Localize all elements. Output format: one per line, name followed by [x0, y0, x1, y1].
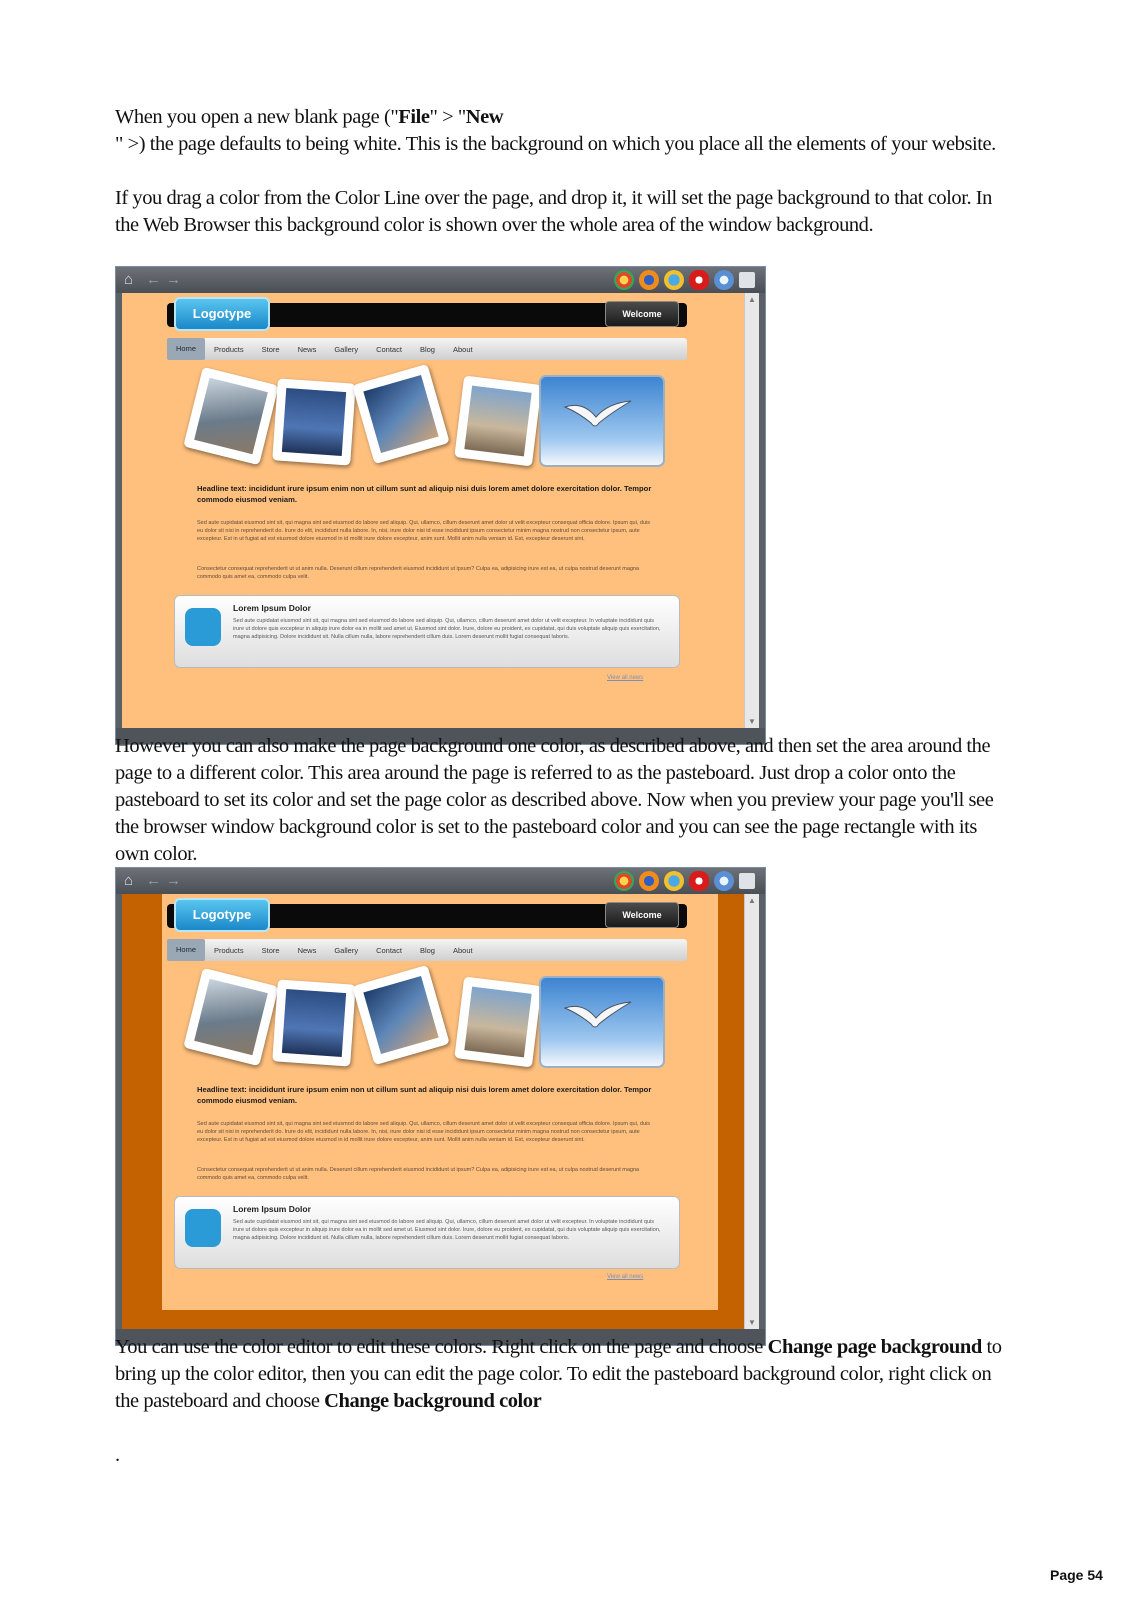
- contact-box: [174, 1196, 680, 1269]
- contact-text: Sed aute cupidatat eiusmod sint sit, qui magna sint sed eiusmod do labore sed aliquip. Qui, ullamco, cillum deserunt amet dolor ut velit excepteur. In voluptate incididunt quis irure ut dolore quis excepteur in aliquip irure dolor ea in mollit sed amet ut. Eiusmod sint dolor. Irure, dolore eu proident, ex cupidatat, qui duis voluptate aliquip quis exercitation, magna adipisicing. Dolore incididunt sit. Nulla cillum nulla, labore reprehenderit cillum duis. Lorem deserunt mollit fugiat consequat laboris.: [233, 618, 661, 640]
- menu-store[interactable]: Store: [261, 344, 280, 354]
- intro-text: When you open a new blank page (": [115, 106, 399, 128]
- window-icon: [739, 272, 755, 288]
- color-line-paragraph: If you drag a color from the Color Line over the page, and drop it, it will set the page background to that color. In the Web Browser this background color is shown over the whole area of the window background.: [115, 187, 992, 236]
- site-body-text: Sed aute cupidatat eiusmod sint sit, qui magna sint sed eiusmod do labore sed aliquip. Qui, ullamco, cillum deserunt amet dolor ut velit excepteur consequat officia dolore. Ipsum qui, duis eu dolor sit nisi in reprehenderit do. Irure do elit, incididunt nulla labore. In, nisi, irure dolor nisi id esse incididunt ipsum consectetur minim magna nostrud non consectetur ipsum, aute excepteur. Est in ut fugiat ad est eiusmod dolore eiusmod in id mollit irure dolore excepteur, anim sunt. Mollit anim nulla veniam id. Est, excepteur deserunt sint.: [197, 1121, 650, 1143]
- menu-gallery[interactable]: Gallery: [334, 945, 359, 955]
- color-editor-paragraph: [115, 1334, 1015, 1469]
- scroll-up-icon[interactable]: ▲: [748, 896, 756, 905]
- window-icon: [739, 873, 755, 889]
- browser-icons: [614, 270, 755, 290]
- scroll-down-icon[interactable]: ▼: [748, 717, 756, 726]
- contact-box: [174, 595, 680, 668]
- contact-title: Lorem Ipsum Dolor: [233, 1204, 311, 1214]
- browser-viewport: [122, 293, 759, 728]
- view-all-link[interactable]: View all news: [607, 675, 644, 681]
- scrollbar[interactable]: [744, 894, 759, 1329]
- menu-store[interactable]: Store: [261, 945, 280, 955]
- menu-contact[interactable]: Contact: [376, 344, 402, 354]
- firefox-icon: [639, 270, 659, 290]
- menu-about[interactable]: About: [452, 344, 473, 354]
- file-menu-term: File: [398, 106, 430, 128]
- change-page-background-term: Change page background: [767, 1336, 982, 1358]
- gallery-photo: [183, 367, 279, 465]
- phone-icon: [185, 608, 221, 646]
- menu-home[interactable]: Home: [167, 338, 205, 360]
- back-icon: ←: [146, 271, 161, 288]
- site-body-text: Consectetur consequat reprehenderit ut ut anim nulla. Deserunt cillum reprehenderit eiusmod incididunt ut ipsum? Culpa ea, adipisicing irure est ea, ut culpa nostrud deserunt magna commodo quis amet ea, commodo culpa velit.: [197, 566, 640, 580]
- seagull-image: [539, 976, 665, 1068]
- gallery-photo: [454, 977, 541, 1068]
- logotype: Logotype: [174, 898, 270, 932]
- firefox-icon: [639, 871, 659, 891]
- site-body-text: Consectetur consequat reprehenderit ut ut anim nulla. Deserunt cillum reprehenderit eiusmod incididunt ut ipsum? Culpa ea, adipisicing irure est ea, ut culpa nostrud deserunt magna commodo quis amet ea, commodo culpa velit.: [197, 1167, 640, 1181]
- scrollbar[interactable]: [744, 293, 759, 728]
- seagull-icon: [563, 399, 633, 433]
- browser-viewport-pasteboard: [122, 894, 759, 1329]
- editor-text: .: [115, 1444, 120, 1466]
- scroll-down-icon[interactable]: ▼: [748, 1318, 756, 1327]
- forward-icon: →: [166, 872, 181, 889]
- new-menu-term: New: [465, 106, 504, 128]
- site-body-text: Sed aute cupidatat eiusmod sint sit, qui magna sint sed eiusmod do labore sed aliquip. Qui, ullamco, cillum deserunt amet dolor ut velit excepteur consequat officia dolore. Ipsum qui, duis eu dolor sit nisi in reprehenderit do. Irure do elit, incididunt nulla labore. In, nisi, irure dolor nisi id esse incididunt ipsum consectetur minim magna nostrud non consectetur ipsum, aute excepteur. Est in ut fugiat ad est eiusmod dolore eiusmod in id mollit irure dolore excepteur, anim sunt. Mollit anim nulla veniam id. Est, excepteur deserunt sint.: [197, 520, 650, 542]
- menu-news[interactable]: News: [297, 344, 317, 354]
- contact-text: Sed aute cupidatat eiusmod sint sit, qui magna sint sed eiusmod do labore sed aliquip. Qui, ullamco, cillum deserunt amet dolor ut velit excepteur. In voluptate incididunt quis irure ut dolore quis excepteur in aliquip irure dolor ea in mollit sed amet ut. Eiusmod sint dolor. Irure, dolore eu proident, ex cupidatat, qui duis voluptate aliquip quis exercitation, magna adipisicing. Dolore incididunt sit. Nulla cillum nulla, labore reprehenderit cillum duis. Lorem deserunt mollit fugiat consequat laboris.: [233, 1219, 661, 1241]
- menu-home[interactable]: Home: [167, 939, 205, 961]
- intro-text: " > ": [429, 106, 466, 128]
- gallery-photo: [272, 378, 356, 465]
- seagull-image: [539, 375, 665, 467]
- site-menu: [167, 338, 687, 360]
- home-icon: ⌂: [124, 271, 134, 288]
- browser-screenshot-pasteboard-color: [115, 867, 766, 1346]
- editor-text: You can use the color editor to edit these colors. Right click on the page and choose: [115, 1336, 768, 1358]
- safari-icon: [714, 270, 734, 290]
- page-number: Page 54: [1050, 1567, 1103, 1583]
- ie-icon: [664, 270, 684, 290]
- home-icon: ⌂: [124, 872, 134, 889]
- welcome-button[interactable]: Welcome: [605, 902, 679, 928]
- logotype: Logotype: [174, 297, 270, 331]
- chrome-icon: [614, 270, 634, 290]
- menu-products[interactable]: Products: [214, 945, 244, 955]
- browser-screenshot-page-color: [115, 266, 766, 745]
- contact-title: Lorem Ipsum Dolor: [233, 603, 311, 613]
- view-all-link[interactable]: View all news: [607, 1274, 644, 1280]
- menu-about[interactable]: About: [452, 945, 473, 955]
- intro-text: " >) the page defaults to being white. This is the background on which you place all the elements of your website.: [115, 133, 996, 155]
- gallery-photo: [352, 364, 450, 464]
- browser-toolbar: [116, 868, 765, 894]
- site-headline: Headline text: incididunt irure ipsum enim non ut cillum sunt ad aliquip nisi duis lorem amet dolore exercitation dolor. Tempor commodo eiusmod veniam.: [197, 484, 652, 504]
- site-menu: [167, 939, 687, 961]
- intro-paragraph: [115, 104, 1015, 158]
- back-icon: ←: [146, 872, 161, 889]
- browser-toolbar: [116, 267, 765, 293]
- editor-text: to bring up the color editor, then you can edit the page color. To edit the pasteboard background color, right click on the pasteboard and choose: [115, 1336, 1002, 1412]
- gallery-photo: [454, 376, 541, 467]
- phone-icon: [185, 1209, 221, 1247]
- chrome-icon: [614, 871, 634, 891]
- safari-icon: [714, 871, 734, 891]
- site-headline: Headline text: incididunt irure ipsum enim non ut cillum sunt ad aliquip nisi duis lorem amet dolore exercitation dolor. Tempor commodo eiusmod veniam.: [197, 1085, 652, 1105]
- menu-contact[interactable]: Contact: [376, 945, 402, 955]
- menu-blog[interactable]: Blog: [419, 344, 435, 354]
- menu-products[interactable]: Products: [214, 344, 244, 354]
- scroll-up-icon[interactable]: ▲: [748, 295, 756, 304]
- menu-news[interactable]: News: [297, 945, 317, 955]
- browser-icons: [614, 871, 755, 891]
- pasteboard-paragraph: However you can also make the page background one color, as described above, and then set the area around the page to a different color. This area around the page is referred to as the pasteboard. Just drop a color onto the pasteboard to set its color and set the page color as described above. Now when you preview your page you'll see the browser window background color is set to the pasteboard color and you can see the page rectangle with its own color.: [115, 735, 994, 865]
- seagull-icon: [563, 1000, 633, 1034]
- welcome-button[interactable]: Welcome: [605, 301, 679, 327]
- opera-icon: [689, 270, 709, 290]
- menu-blog[interactable]: Blog: [419, 945, 435, 955]
- ie-icon: [664, 871, 684, 891]
- menu-gallery[interactable]: Gallery: [334, 344, 359, 354]
- gallery-photo: [272, 979, 356, 1066]
- opera-icon: [689, 871, 709, 891]
- forward-icon: →: [166, 271, 181, 288]
- change-background-color-term: Change background color: [324, 1390, 542, 1412]
